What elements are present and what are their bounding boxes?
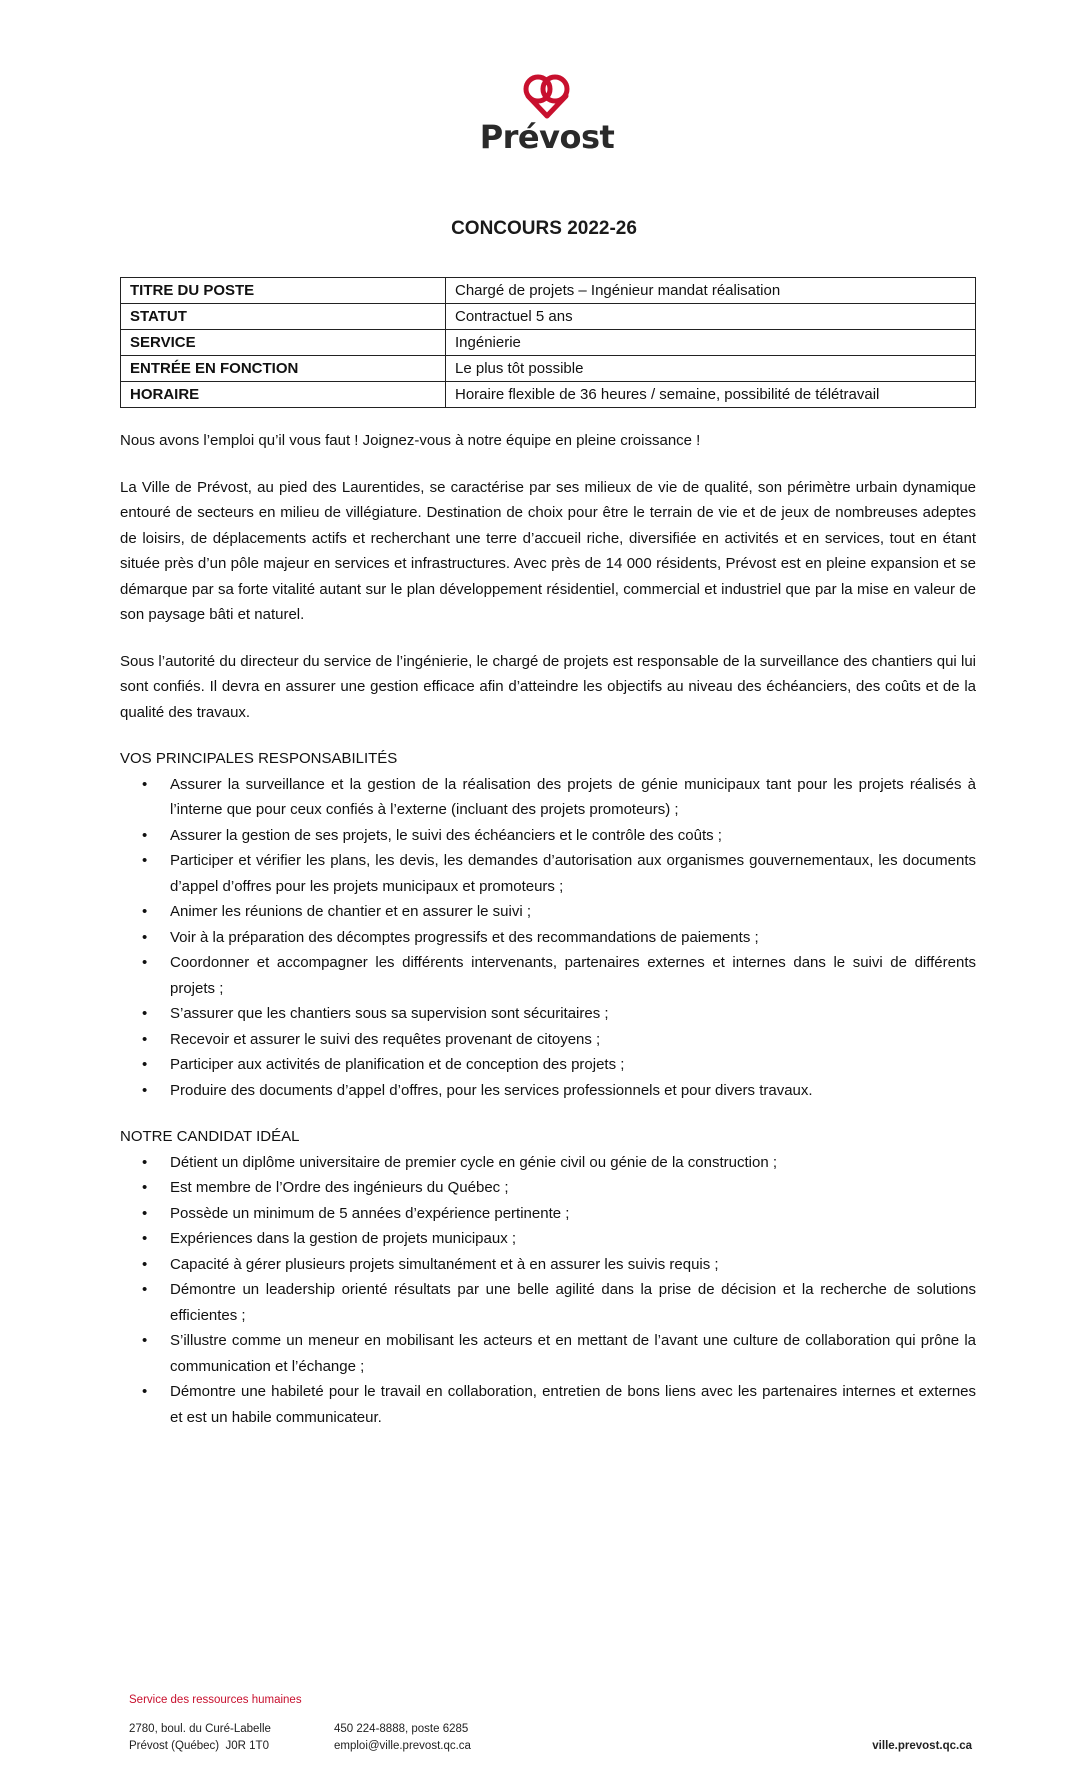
list-item: • S’assurer que les chantiers sous sa supervision sont sécuritaires ; [120, 1001, 976, 1027]
intro-paragraph: Nous avons l’emploi qu’il vous faut ! Joignez-vous à notre équipe en pleine croissance ! [120, 432, 701, 449]
list-item: • Possède un minimum de 5 années d’expérience pertinente ; [120, 1201, 976, 1227]
list-item: • Voir à la préparation des décomptes progressifs et des recommandations de paiements ; [120, 925, 976, 951]
info-row [121, 382, 976, 408]
info-value: Le plus tôt possible [446, 356, 976, 382]
logo-wordmark: Prévost [479, 118, 615, 156]
info-row [121, 278, 976, 304]
list-item: • Expériences dans la gestion de projets municipaux ; [120, 1226, 976, 1252]
list-item: • Assurer la gestion de ses projets, le suivi des échéanciers et le contrôle des coûts ; [120, 823, 976, 849]
info-key: ENTRÉE EN FONCTION [121, 356, 446, 382]
city-description-paragraph: La Ville de Prévost, au pied des Laurentides, se caractérise par ses milieux de vie de qualité, son périmètre urbain dynamique entouré de secteurs en milieu de villégiature. Destination de choix pour être le terrain de vie et de jeux de nombreuses adeptes de loisirs, de déplacements actifs et recherchant une terre d’accueil riche, diversifiée en activités et en services, tout en étant située près d’un pôle majeur en services et infrastructures. Avec près de 14 000 résidents, Prévost est en pleine expansion et se démarque par sa forte vitalité autant sur le plan développement résidentiel, commercial et industriel que par la mise en valeur de son paysage bâti et naturel. [120, 478, 976, 623]
info-value: Horaire flexible de 36 heures / semaine, possibilité de télétravail [446, 382, 976, 408]
info-row [121, 304, 976, 330]
list-item: • Participer aux activités de planification et de conception des projets ; [120, 1052, 976, 1078]
list-item: • Est membre de l’Ordre des ingénieurs du Québec ; [120, 1175, 976, 1201]
list-item: • Produire des documents d’appel d’offres, pour les services professionnels et pour divers travaux. [120, 1078, 976, 1104]
list-item: • Démontre une habileté pour le travail en collaboration, entretien de bons liens avec les partenaires internes et externes et est un habile communicateur. [120, 1379, 976, 1430]
footer-email-link[interactable]: emploi@ville.prevost.qc.ca [334, 1740, 471, 1752]
role-description-paragraph: Sous l’autorité du directeur du service de l’ingénierie, le chargé de projets est responsable de la surveillance des chantiers qui lui sont confiés. Il devra en assurer une gestion efficace afin d’atteindre les objectifs au niveau des échéanciers, des coûts et de la qualité des travaux. [120, 652, 976, 721]
list-item: • Détient un diplôme universitaire de premier cycle en génie civil ou génie de la construction ; [120, 1150, 976, 1176]
info-key: HORAIRE [121, 382, 446, 408]
list-item: • Participer et vérifier les plans, les devis, les demandes d’autorisation aux organismes gouvernementaux, les documents d’appel d’offres pour les projets municipaux et promoteurs ; [120, 848, 976, 899]
page-title: CONCOURS 2022-26 [451, 218, 637, 239]
list-item: • S’illustre comme un meneur en mobilisant les acteurs et en mettant de l’avant une culture de collaboration qui prône la communication et l’échange ; [120, 1328, 976, 1379]
prevost-logo [472, 70, 622, 156]
info-key: STATUT [121, 304, 446, 330]
info-value: Chargé de projets – Ingénieur mandat réalisation [446, 278, 976, 304]
address-line-2: Prévost (Québec) J0R 1T0 [129, 1740, 269, 1752]
job-description [120, 428, 976, 1451]
address-line-1: 2780, boul. du Curé-Labelle [129, 1723, 271, 1735]
footer-address [129, 1721, 271, 1755]
job-info-table [120, 277, 976, 408]
info-value: Contractuel 5 ans [446, 304, 976, 330]
footer-department: Service des ressources humaines [129, 1694, 302, 1706]
list-item: • Démontre un leadership orienté résultats par une belle agilité dans la prise de décision et la recherche de solutions efficientes ; [120, 1277, 976, 1328]
info-row [121, 356, 976, 382]
responsibilities-list [120, 772, 976, 1104]
footer-contact [334, 1721, 471, 1755]
footer-phone: 450 224-8888, poste 6285 [334, 1723, 469, 1735]
list-item: • Recevoir et assurer le suivi des requêtes provenant de citoyens ; [120, 1027, 976, 1053]
list-item: • Capacité à gérer plusieurs projets simultanément et à en assurer les suivis requis ; [120, 1252, 976, 1278]
candidate-heading: NOTRE CANDIDAT IDÉAL [120, 1128, 300, 1145]
responsibilities-heading: VOS PRINCIPALES RESPONSABILITÉS [120, 750, 398, 767]
list-item: • Animer les réunions de chantier et en assurer le suivi ; [120, 899, 976, 925]
info-key: SERVICE [121, 330, 446, 356]
info-row [121, 330, 976, 356]
candidate-list [120, 1150, 976, 1431]
list-item: • Coordonner et accompagner les différents intervenants, partenaires externes et internes dans le suivi de différents projets ; [120, 950, 976, 1001]
footer [129, 1692, 976, 1752]
list-item: • Assurer la surveillance et la gestion de la réalisation des projets de génie municipaux tant pour les projets réalisés à l’interne que pour ceux confiés à l’externe (incluant des projets promoteurs) ; [120, 772, 976, 823]
footer-website-link[interactable]: ville.prevost.qc.ca [872, 1740, 972, 1752]
info-key: TITRE DU POSTE [121, 278, 446, 304]
info-value: Ingénierie [446, 330, 976, 356]
prevost-heart-icon [515, 70, 579, 122]
